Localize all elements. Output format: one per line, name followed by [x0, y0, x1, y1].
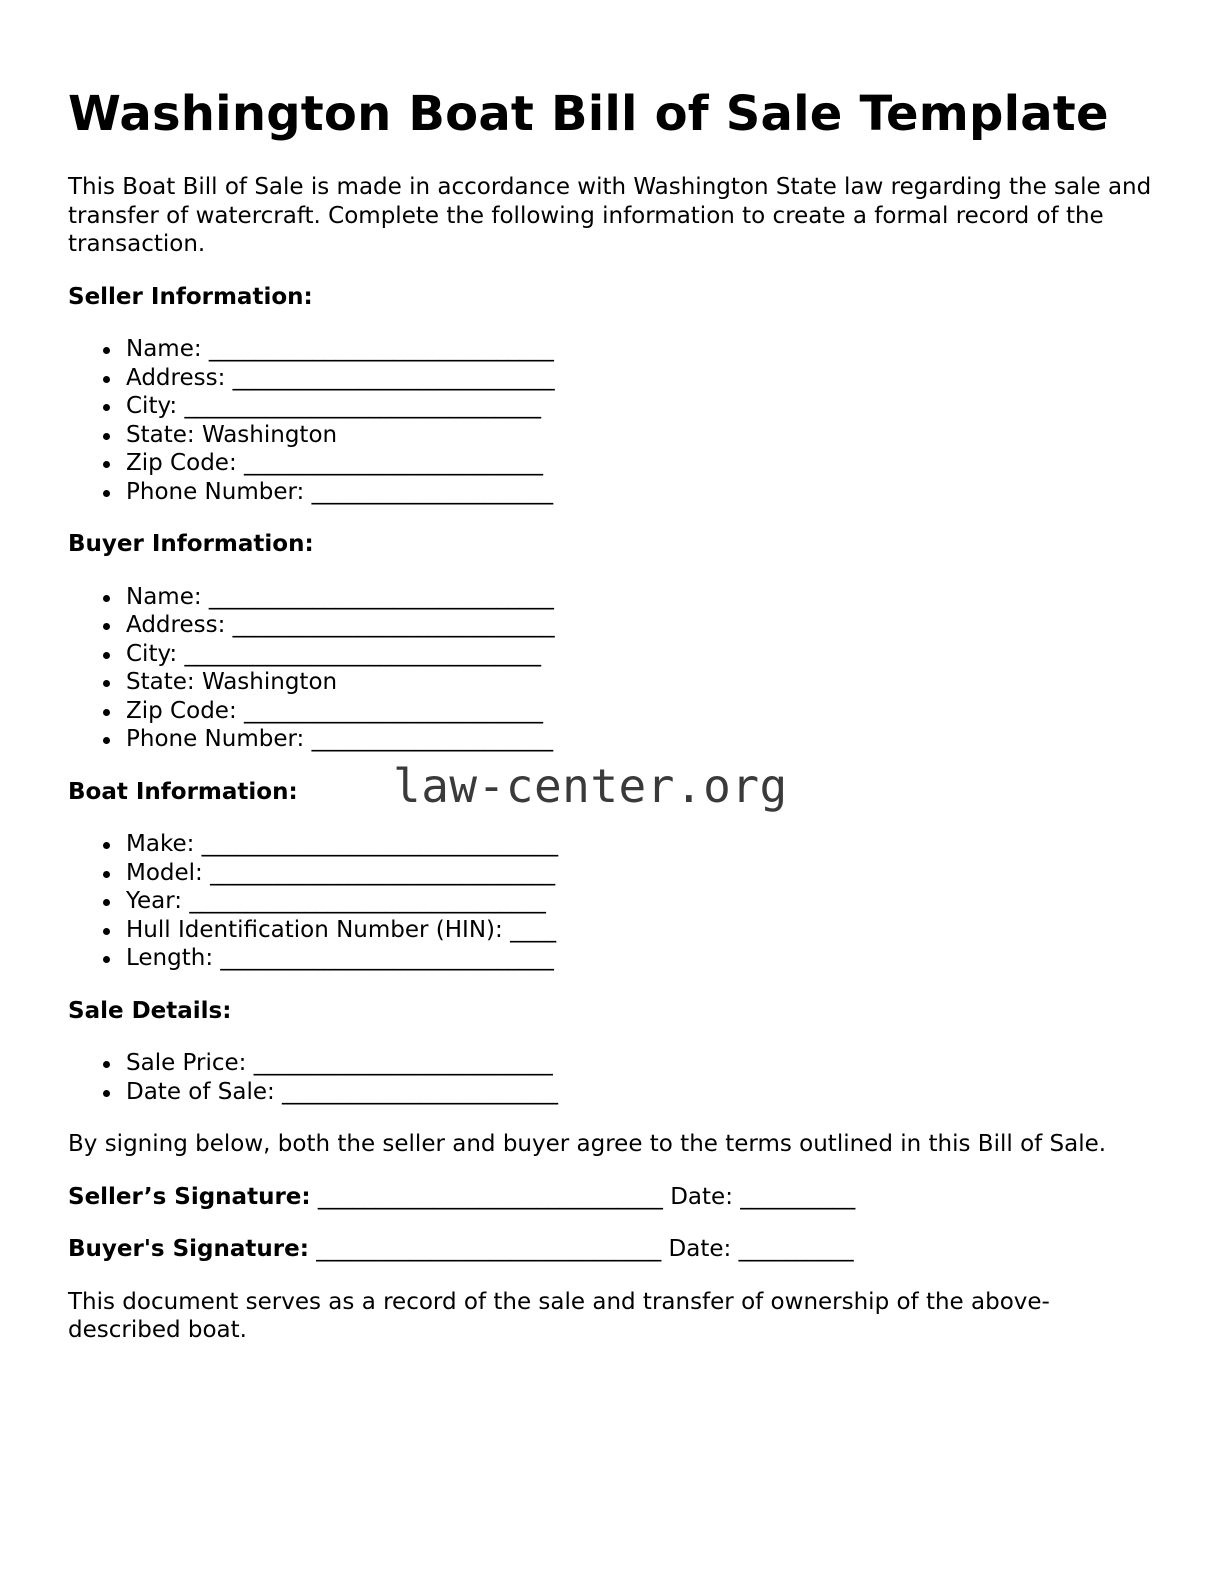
- buyer-heading: Buyer Information:: [68, 531, 314, 557]
- buyer-address-field[interactable]: Address: ____________________________: [68, 611, 1158, 640]
- seller-signature-label: Seller’s Signature:: [68, 1183, 311, 1210]
- buyer-name-field[interactable]: Name: ______________________________: [68, 583, 1158, 612]
- seller-zip-field[interactable]: Zip Code: __________________________: [68, 449, 1158, 478]
- document-page: [68, 82, 1158, 1345]
- buyer-list: [68, 583, 1158, 754]
- boat-heading: Boat Information:: [68, 778, 298, 805]
- boat-length-field[interactable]: Length: _____________________________: [68, 944, 1158, 973]
- seller-list: [68, 335, 1158, 506]
- buyer-state-field: State: Washington: [68, 668, 1158, 697]
- seller-signature-row[interactable]: [68, 1183, 1158, 1212]
- buyer-signature-label: Buyer's Signature:: [68, 1236, 309, 1262]
- closing-paragraph: This document serves as a record of the sale and transfer of ownership of the above-described boat.: [68, 1288, 1050, 1343]
- buyer-city-field[interactable]: City: _______________________________: [68, 640, 1158, 669]
- watermark: law-center.org: [393, 759, 788, 813]
- page-title: Washington Boat Bill of Sale Template: [68, 86, 1109, 142]
- seller-state-field: State: Washington: [68, 421, 1158, 450]
- seller-address-field[interactable]: Address: ____________________________: [68, 364, 1158, 393]
- buyer-signature-row[interactable]: [68, 1235, 1158, 1264]
- boat-model-field[interactable]: Model: ______________________________: [68, 859, 1158, 888]
- seller-phone-field[interactable]: Phone Number: _____________________: [68, 478, 1158, 507]
- sale-heading: Sale Details:: [68, 997, 232, 1024]
- seller-city-field[interactable]: City: _______________________________: [68, 392, 1158, 421]
- sale-price-field[interactable]: Sale Price: __________________________: [68, 1049, 1158, 1078]
- seller-signature-line[interactable]: ______________________________ Date: __________: [317, 1183, 856, 1210]
- buyer-signature-line[interactable]: ______________________________ Date: __________: [316, 1236, 854, 1262]
- buyer-phone-field[interactable]: Phone Number: _____________________: [68, 725, 1158, 754]
- intro-paragraph: This Boat Bill of Sale is made in accordance with Washington State law regarding the sale and transfer of watercraft. Complete the following information to create a formal record of the transaction.: [68, 174, 1152, 257]
- boat-make-field[interactable]: Make: _______________________________: [68, 830, 1158, 859]
- agreement-paragraph: By signing below, both the seller and buyer agree to the terms outlined in this Bill of Sale.: [68, 1131, 1107, 1157]
- seller-heading: Seller Information:: [68, 283, 313, 310]
- seller-name-field[interactable]: Name: ______________________________: [68, 335, 1158, 364]
- boat-hin-field[interactable]: Hull Identification Number (HIN): ____: [68, 916, 1158, 945]
- boat-list: [68, 830, 1158, 973]
- sale-list: [68, 1049, 1158, 1106]
- sale-date-field[interactable]: Date of Sale: ________________________: [68, 1078, 1158, 1107]
- boat-year-field[interactable]: Year: _______________________________: [68, 887, 1158, 916]
- buyer-zip-field[interactable]: Zip Code: __________________________: [68, 697, 1158, 726]
